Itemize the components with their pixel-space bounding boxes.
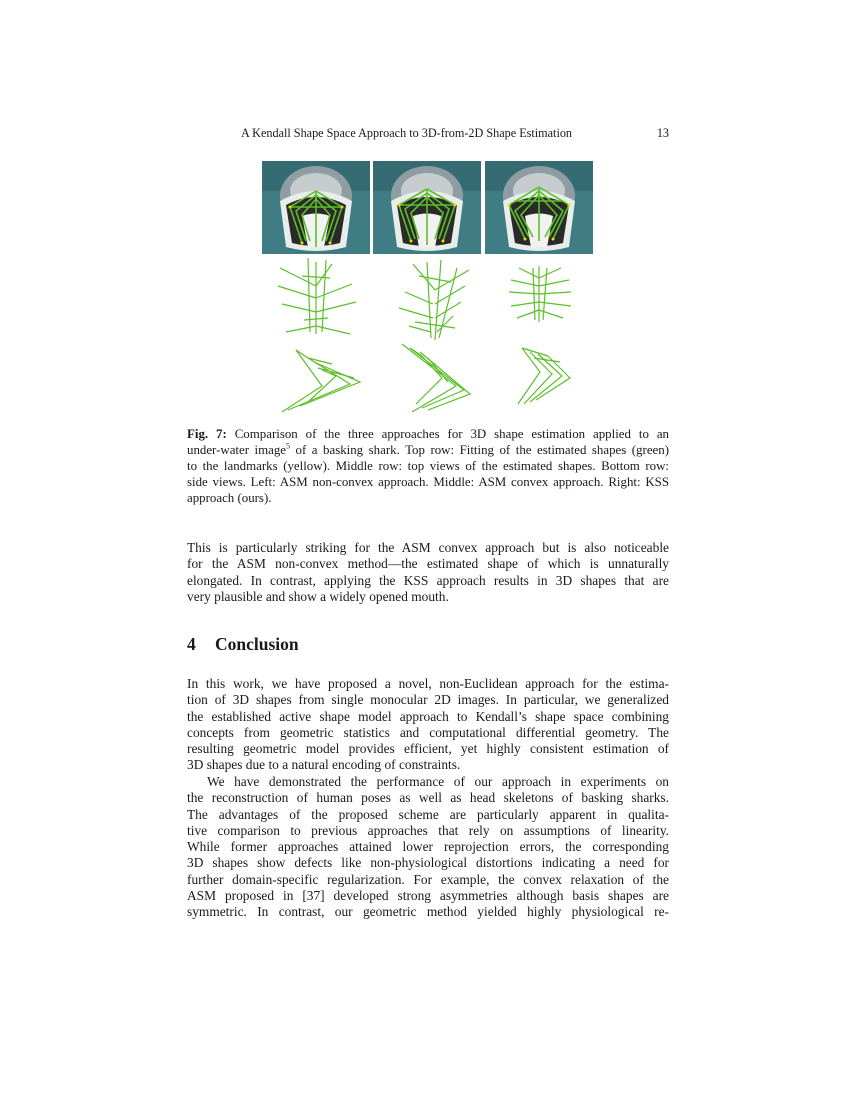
p2-line: resulting geometric model provides efficient, yet highly consistent estimation of: [187, 741, 669, 757]
caption-line-1: Comparison of the three approaches for 3D shape estimation applied to an: [234, 427, 669, 441]
p3-line: the reconstruction of human poses as well as head skeletons of basking sharks.: [187, 790, 669, 806]
p1-line: elongated. In contrast, applying the KSS approach results in 3D shapes that are: [187, 572, 669, 588]
top-view-kss: [505, 262, 577, 324]
p1-line: This is particularly striking for the ASM convex approach but is also noticeable: [187, 540, 669, 555]
section-number: 4: [187, 634, 196, 654]
running-title: A Kendall Shape Space Approach to 3D-from-2D Shape Estimation: [241, 126, 573, 140]
caption-line-5: approach (ours).: [187, 491, 272, 505]
footnote-mark: 5: [286, 441, 291, 451]
caption-line-4: side views. Left: ASM non-convex approach. Middle: ASM convex approach. Right: KSS: [187, 475, 669, 489]
p3-line: The advantages of the proposed scheme are particularly apparent in qualita-: [187, 806, 669, 822]
p2-line: 3D shapes due to a natural encoding of constraints.: [187, 757, 461, 773]
shark-photo-asm-nonconvex: [262, 161, 370, 254]
section-heading: [187, 634, 299, 655]
paragraph-1: [187, 540, 669, 605]
shark-photo-asm-convex: [373, 161, 481, 254]
page-number: 13: [656, 126, 669, 140]
p1-line: for the ASM non-convex method—the estimated shape of which is unnaturally: [187, 556, 669, 572]
p1-line: very plausible and show a widely opened mouth.: [187, 588, 449, 604]
p3-line: 3D shapes show defects like non-physiological distortions indicating a need for: [187, 855, 669, 871]
p3-line: We have demonstrated the performance of our approach in experiments on: [207, 774, 669, 789]
paragraph-3: [187, 774, 669, 921]
caption-line-3: to the landmarks (yellow). Middle row: top views of the estimated shapes. Bottom row:: [187, 459, 669, 473]
p3-line: While former approaches attained lower reprojection errors, the corresponding: [187, 839, 669, 855]
side-view-asm-nonconvex: [278, 348, 366, 414]
p2-line: tion of 3D shapes from single monocular 2D images. In particular, we generalized: [187, 692, 669, 708]
side-view-asm-convex: [398, 342, 476, 414]
p3-line: tive comparison to previous approaches that rely on assumptions of linearity.: [187, 822, 669, 838]
section-title: Conclusion: [215, 634, 299, 654]
shark-photo-kss: [485, 161, 593, 254]
caption-line-2-prefix: under-water image: [187, 443, 287, 457]
p3-line: further domain-specific regularization. For example, the convex relaxation of the: [187, 871, 669, 887]
side-view-kss: [514, 346, 574, 408]
p3-line: symmetric. In contrast, our geometric method yielded highly physiological re-: [187, 904, 669, 920]
p2-line: the established active shape model approach to Kendall’s shape space combining: [187, 708, 669, 724]
paragraph-2: [187, 676, 669, 774]
p2-line: concepts from geometric statistics and computational differential geometry. The: [187, 724, 669, 740]
p2-line: In this work, we have proposed a novel, non-Euclidean approach for the estima-: [187, 676, 669, 691]
figure-label: Fig. 7:: [187, 427, 227, 441]
figure-caption: [187, 426, 669, 506]
running-header: [241, 126, 669, 144]
top-view-asm-nonconvex: [272, 256, 362, 338]
p3-line: ASM proposed in [37] developed strong asymmetries although basis shapes are: [187, 888, 669, 904]
top-view-asm-convex: [395, 256, 475, 342]
caption-line-2: of a basking shark. Top row: Fitting of the estimated shapes (green): [295, 443, 669, 457]
